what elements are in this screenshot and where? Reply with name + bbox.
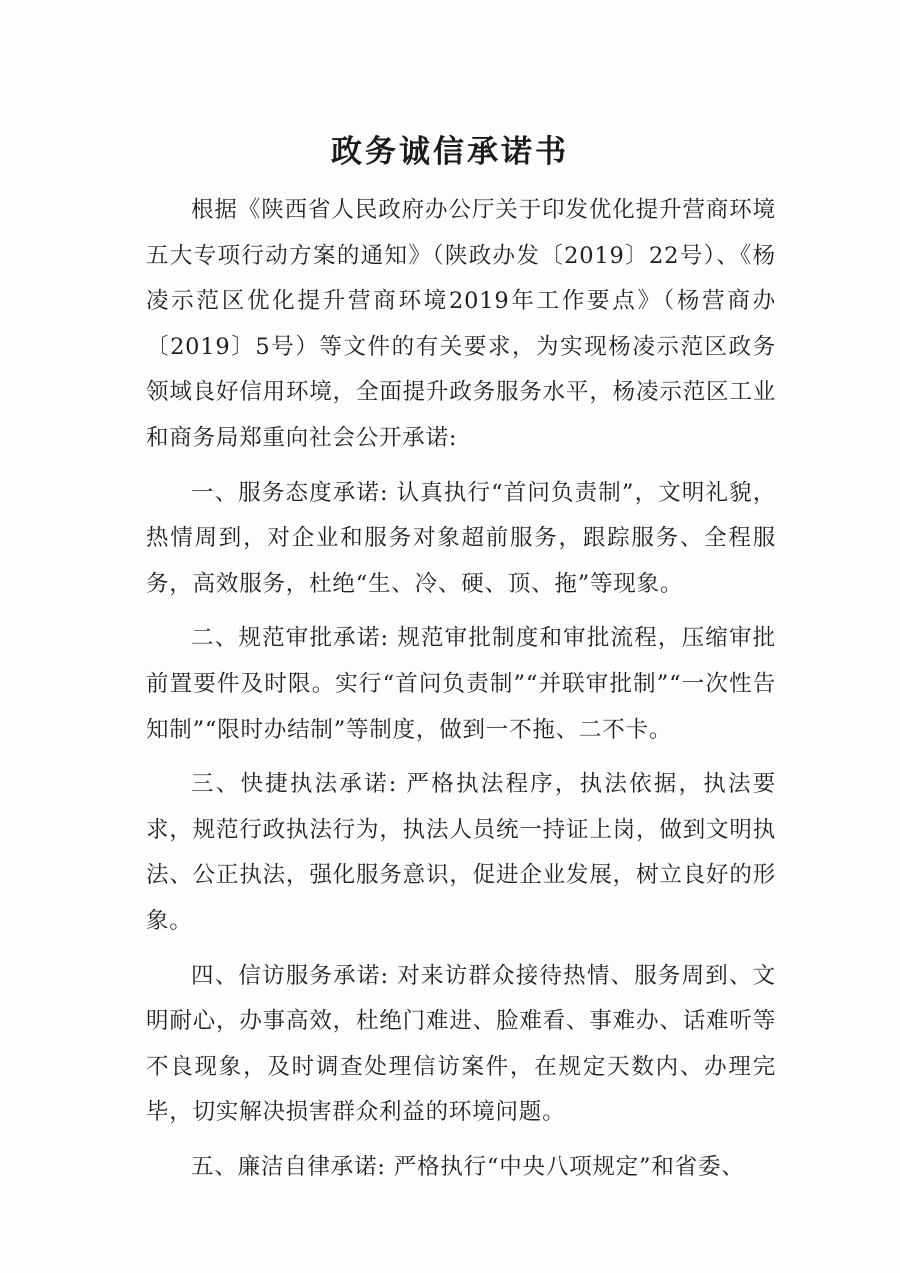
document-title: 政务诚信承诺书: [331, 134, 569, 170]
commitment-law-enforcement: 三、快捷执法承诺: 严格执法程序，执法依据，执法要求，规范行政执法行为，执法人员统一持证上岗，做到文明执法、公正执法，强化服务意识，促进企业发展，树立良好的形象。: [146, 771, 776, 934]
commitment-integrity: 五、廉洁自律承诺: 严格执行“中央八项规定”和省委、: [191, 1153, 745, 1180]
document-body: [146, 188, 776, 1190]
commitment-service-attitude: 一、服务态度承诺: 认真执行“首问负责制”，文明礼貌，热情周到，对企业和服务对象超前服务，跟踪服务、全程服务，高效服务，杜绝“生、冷、硬、顶、拖”等现象。: [146, 479, 776, 597]
commitment-petition-service: 四、信访服务承诺: 对来访群众接待热情、服务周到、文明耐心，办事高效，杜绝门难进、脸难看、事难办、话难听等不良现象，及时调查处理信访案件，在规定天数内、办理完毕，切实解决损害群众利益的环境问题。: [146, 962, 776, 1126]
commitment-approval: 二、规范审批承诺: 规范审批制度和审批流程，压缩审批前置要件及时限。实行“首问负责制”“并联审批制”“一次性告知制”“限时办结制”等制度，做到一不拖、二不卡。: [146, 625, 776, 743]
intro-paragraph: 根据《陕西省人民政府办公厅关于印发优化提升营商环境五大专项行动方案的通知》（陕政办发〔2019〕22号）、《杨凌示范区优化提升营商环境2019年工作要点》（杨营商办〔2019〕5号）等文件的有关要求，为实现杨凌示范区政务领域良好信用环境，全面提升政务服务水平，杨凌示范区工业和商务局郑重向社会公开承诺:: [146, 197, 776, 451]
